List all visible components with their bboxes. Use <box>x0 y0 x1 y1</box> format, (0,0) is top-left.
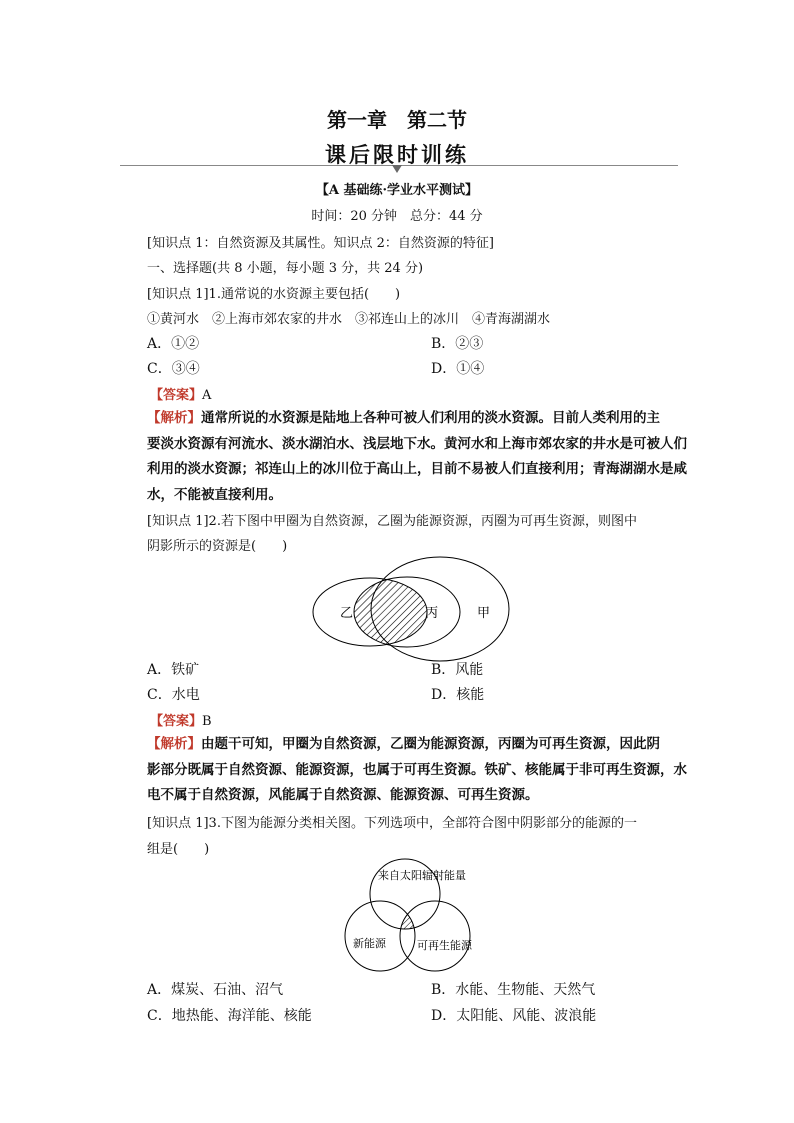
label-bing: 丙 <box>425 606 439 621</box>
q3-option-d: D．太阳能、风能、波浪能 <box>431 1008 597 1024</box>
page-subtitle: 课后限时训练 <box>325 142 469 167</box>
analysis-label: 【解析】 <box>147 410 201 426</box>
answer-value: B <box>202 714 212 729</box>
q1-option-b: B．②③ <box>431 336 484 352</box>
analysis-line: 电不属于自然资源，风能属于自然资源、能源资源、可再生资源。 <box>147 787 539 804</box>
label-yi: 乙 <box>340 606 354 621</box>
q2-option-a: A．铁矿 <box>147 662 200 678</box>
q3-option-c: C．地热能、海洋能、核能 <box>147 1008 312 1024</box>
label-solar: 来自太阳辐射能量 <box>378 869 466 882</box>
knowledge-points: [知识点 1：自然资源及其属性。知识点 2：自然资源的特征] <box>147 236 494 251</box>
analysis-line: 影部分既属于自然资源、能源资源，也属于可再生资源。铁矿、核能属于非可再生资源，水 <box>147 761 687 778</box>
venn-diagram-q2 <box>305 555 520 665</box>
answer-label: 【答案】 <box>150 388 203 403</box>
q2-stem-line-1: [知识点 1]2.若下图中甲圈为自然资源，乙圈为能源资源，丙圈为可再生资源，则图中 <box>147 514 637 529</box>
q2-answer <box>150 710 212 729</box>
answer-value: A <box>202 388 212 403</box>
analysis-line: 水，不能被直接利用。 <box>147 487 282 504</box>
q3-stem-line-1: [知识点 1]3.下图为能源分类相关图。下列选项中，全部符合图中阴影部分的能源的一 <box>147 816 637 831</box>
circle-new-energy <box>345 901 415 971</box>
q1-option-a: A．①② <box>147 336 200 352</box>
label-jia: 甲 <box>477 606 491 621</box>
section-title: 一、选择题(共 8 小题，每小题 3 分，共 24 分) <box>147 261 424 276</box>
analysis-line: 【解析】由题干可知，甲圈为自然资源，乙圈为能源资源，丙圈为可再生资源，因此阴 <box>147 736 660 752</box>
analysis-line: 要淡水资源有河流水、淡水湖泊水、浅层地下水。黄河水和上海市郊农家的井水是可被人们 <box>147 435 687 452</box>
label-renewable: 可再生能源 <box>417 939 472 952</box>
level-label: 【A 基础练·学业水平测试】 <box>315 183 479 198</box>
q1-analysis <box>147 406 687 509</box>
q3-stem-line-2: 组是( ) <box>147 842 210 857</box>
q2-option-c: C．水电 <box>147 687 200 703</box>
q1-option-c: C．③④ <box>147 361 200 377</box>
label-new-energy: 新能源 <box>353 937 386 950</box>
q2-analysis <box>147 732 687 809</box>
q2-option-b: B．风能 <box>431 662 484 678</box>
q1-stem: [知识点 1]1.通常说的水资源主要包括( ) <box>147 287 401 302</box>
q1-option-d: D．①④ <box>431 361 485 377</box>
triangle-icon <box>392 165 402 173</box>
q3-option-a: A．煤炭、石油、沼气 <box>147 982 284 998</box>
time-info: 时间：20 分钟 总分：44 分 <box>311 209 483 224</box>
q3-option-b: B．水能、生物能、天然气 <box>431 982 596 998</box>
q1-answer <box>150 384 211 403</box>
answer-label: 【答案】 <box>150 714 203 729</box>
analysis-label: 【解析】 <box>147 736 201 752</box>
analysis-line: 利用的淡水资源；祁连山上的冰川位于高山上，目前不易被人们直接利用；青海湖湖水是咸 <box>147 461 687 478</box>
analysis-line: 【解析】通常所说的水资源是陆地上各种可被人们利用的淡水资源。目前人类利用的主 <box>147 410 660 426</box>
chapter-title: 第一章 第二节 <box>327 108 467 132</box>
venn-diagram-q3 <box>335 856 485 976</box>
q2-option-d: D．核能 <box>431 687 485 703</box>
q1-items: ①黄河水 ②上海市郊农家的井水 ③祁连山上的冰川 ④青海湖湖水 <box>147 312 551 327</box>
q2-stem-line-2: 阴影所示的资源是( ) <box>147 539 288 554</box>
